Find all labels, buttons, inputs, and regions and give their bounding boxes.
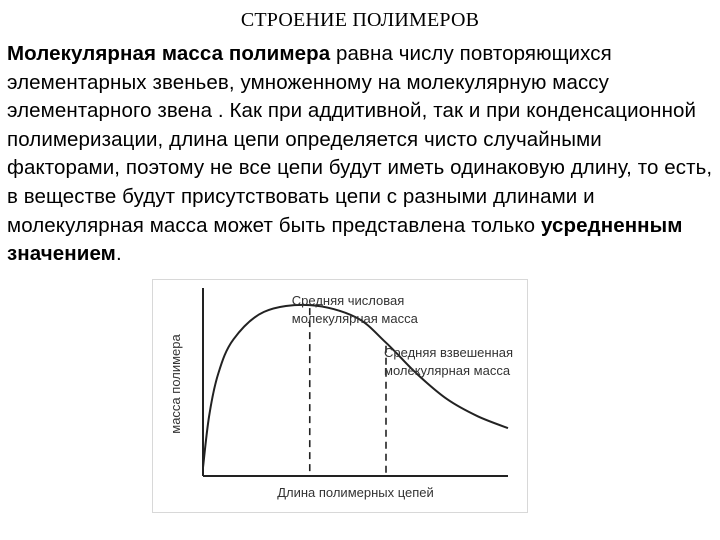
y-axis-label: масса полимера (168, 334, 183, 434)
molecular-mass-distribution-chart (152, 279, 528, 513)
chart-svg (153, 280, 527, 512)
average-markers (292, 293, 513, 476)
emphasis-average-value: усредненным значением (7, 213, 683, 266)
slide-title: СТРОЕНИЕ ПОЛИМЕРОВ (240, 9, 480, 31)
term-molecular-mass: Молекулярная масса полимера (7, 42, 331, 65)
marker-label-0-line-0: Средняя числовая (291, 293, 405, 308)
marker-label-1-line-0: Средняя взвешенная (384, 345, 514, 360)
marker-label-0-line-1: молекулярная масса (291, 311, 418, 326)
paragraph-end: . (115, 242, 122, 266)
marker-label-1-line-1: молекулярная масса (384, 363, 511, 378)
x-axis-label: Длина полимерных цепей (277, 485, 434, 500)
distribution-curve (203, 305, 508, 468)
paragraph-text: равна числу повторяющихся элементарных звеньев, умноженному на молекулярную массу элементарного звена . Как при аддитивной, так и при конденсационной полимеризации, длина цепи определяется чисто случайными факторами, поэтому не все цепи будут иметь одинаковую длину, то есть, в веществе будут присутствовать цепи с разными длинами и молекулярная масса может быть представлена только (7, 42, 713, 237)
body-paragraph (7, 40, 719, 269)
